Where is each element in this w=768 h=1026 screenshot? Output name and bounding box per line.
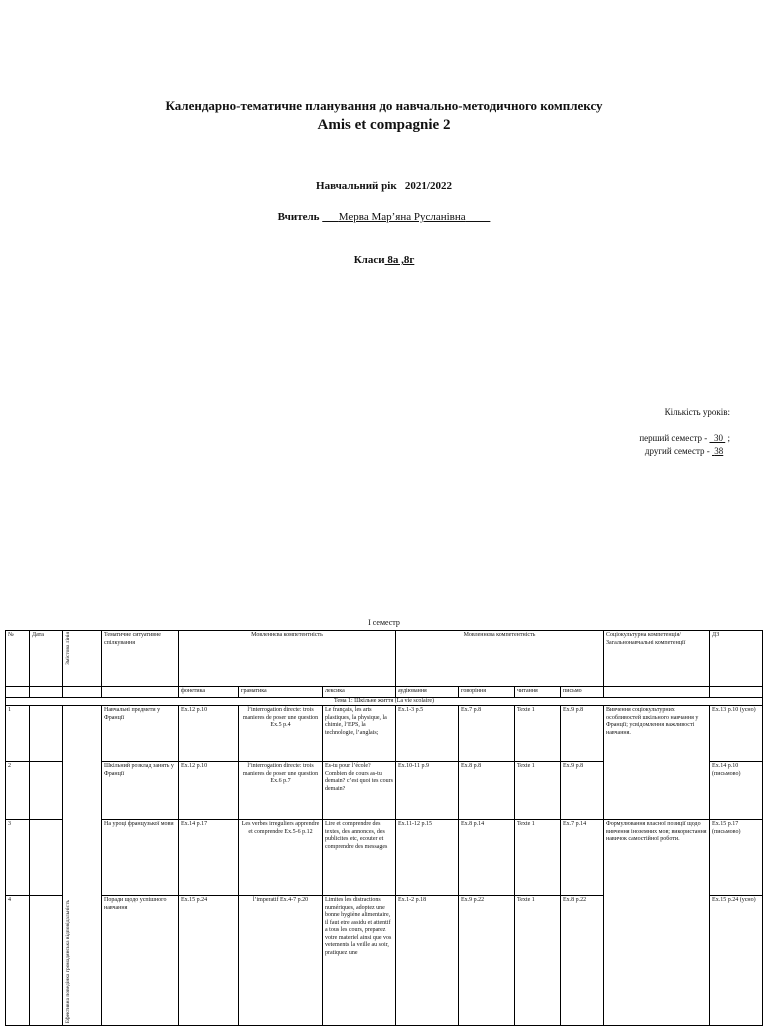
school-year [0, 180, 768, 192]
col-sociocultural: Соціокультурна компетенція/ Загальнонавчальні компетенції [604, 631, 710, 687]
classes-label: Класи [353, 254, 385, 266]
first-semester-count: перший семестр - 30 ; [639, 433, 730, 443]
sub-reading: читання [515, 687, 561, 698]
teacher-label: Вчитель [277, 211, 320, 223]
classes-row [0, 254, 768, 266]
school-year-value: 2021/2022 [404, 180, 452, 192]
col-integrated: Змістова лінія [63, 631, 102, 687]
second-semester-count: другий семестр - 38 [644, 446, 724, 456]
school-year-label: Навчальний рік [316, 180, 397, 192]
classes-value: 8а ,8г [387, 254, 415, 266]
table-header-row [6, 631, 763, 687]
col-num: № [6, 631, 30, 687]
table-subheader-row [6, 687, 763, 698]
col-speech: Мовленнєва компетентність [396, 631, 604, 687]
table-row: 2 Шкільний розклад занять у Франції Ex.12 p.10 l’interrogation directe: trois manieres de poser une question Ex.6 p.7 Es-tu pour l’école? Combien de cours as-tu demain? c’est quoi tes cours demain? Ex.10-11 p.9 Ex.8 p.8 Texte 1 Ex.9 p.8 Ex.14 p.10 (письмово) [6, 762, 763, 820]
document-subtitle: Amis et compagnie 2 [317, 117, 451, 133]
col-date: Дата [30, 631, 63, 687]
col-topic: Тематичне ситуативне спілкування [102, 631, 179, 687]
table-row: 1 Ефективна поведінка громадянська відповідальність Навчальні предмети у Франції Ex.12 p.10 l’interrogation directe: trois manieres de poser une question Ex.5 p.4 Le français, les arts plastiques, la physique, la chimie, l’EPS, la technologie, l’anglais; Ex.1-3 p.5 Ex.7 p.8 Texte 1 Ex.9 p.8 Вивчення соціокультурних особливостей шкільного навчання у Франції; усвідомлення важливості навчання. Ex.13 p.10 (усно) [6, 706, 763, 762]
sub-phonetics: фонетика [179, 687, 239, 698]
sub-writing: письмо [561, 687, 604, 698]
lesson-count-title: Кількість уроків: [664, 407, 730, 417]
side-label-cell: Ефективна поведінка громадянська відповідальність [63, 706, 102, 1026]
semester-label: І семестр [368, 618, 400, 627]
table-row: 4 Поради щодо успішного навчання Ex.15 p.24 l’imperatif Ex.4-7 p.20 Limites les distractions numériques, adoptez une bonne hygiène alimentaire, il faut etre assidu et attentif a tous les cours, preparez votre materiel ainsi que vos vetements la veille au soir, pratiquez une Ex.1-2 p.18 Ex.9 p.22 Texte 1 Ex.8 p.22 Ex.15 p.24 (усно) [6, 896, 763, 1026]
col-linguistic: Мовленнєва компетентність [179, 631, 396, 687]
sub-speaking: говоріння [459, 687, 515, 698]
table-row: 3 На уроці французької мови Ex.14 p.17 Les verbes irreguliers apprendre et comprendre Ex.5-6 p.12 Lire et comprendre des textes, des annonces, des publicites etc, ecouter et comprendre des messages Ex.11-12 p.15 Ex.8 p.14 Texte 1 Ex.7 p.14 Формулювання власної позиції щодо вивчення іноземних мов; використання навичок самостійної роботи. Ex.15 p.17 (письмово) [6, 820, 763, 896]
topic-row: Тема 1: Шкільне життя (La vie scolaire) [6, 697, 763, 706]
planning-table [5, 630, 763, 1026]
sub-vocab: лексика [323, 687, 396, 698]
sub-grammar: граматика [239, 687, 323, 698]
sub-listening: аудіювання [396, 687, 459, 698]
teacher-name: Мерва Мар’яна Русланівна [338, 211, 466, 223]
teacher-row [0, 211, 768, 223]
col-homework: ДЗ [710, 631, 763, 687]
document-title: Календарно-тематичне планування до навчально-методичного комплексу [165, 98, 603, 113]
